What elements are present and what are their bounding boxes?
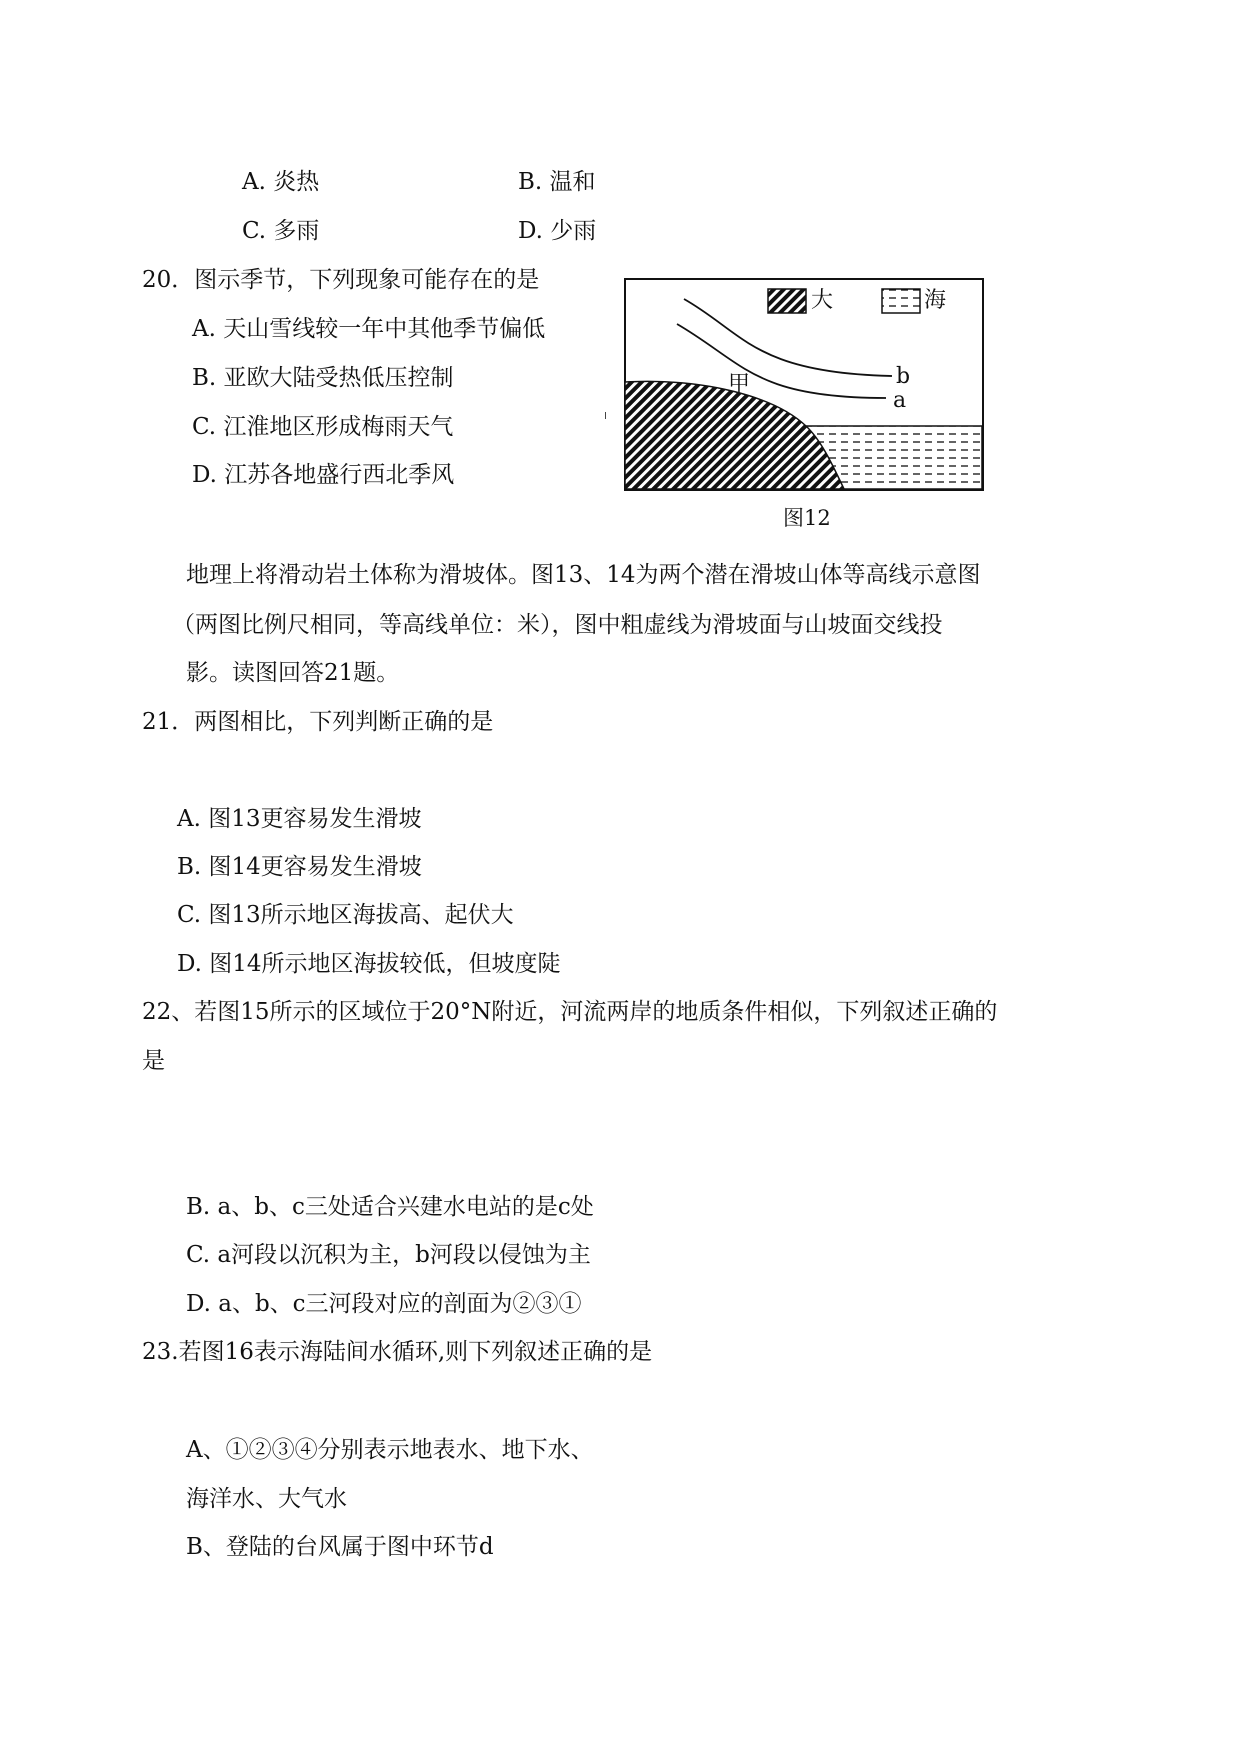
q20-stem: 20．图示季节，下列现象可能存在的是 [142,267,540,293]
intro-21-line1: 地理上将滑动岩土体称为滑坡体。图13、14为两个潜在滑坡山体等高线示意图 [186,562,981,588]
q19-option-b: B. 温和 [518,169,596,195]
q22-option-c: C. a河段以沉积为主，b河段以侵蚀为主 [186,1242,591,1268]
q21-option-d: D. 图14所示地区海拔较低，但坡度陡 [177,951,561,977]
figure-12 [624,278,984,492]
stray-tick-mark [605,412,606,419]
q23-stem: 23.若图16表示海陆间水循环,则下列叙述正确的是 [142,1339,653,1365]
q20-option-c: C. 江淮地区形成梅雨天气 [192,414,454,440]
legend-sea-swatch [882,289,920,313]
q20-option-b: B. 亚欧大陆受热低压控制 [192,365,454,391]
label-a: a [893,388,907,413]
legend-land-label: 大 [811,288,834,313]
q22-stem-line1: 22、若图15所示的区域位于20°N附近，河流两岸的地质条件相似，下列叙述正确的 [142,999,998,1025]
q19-option-a: A. 炎热 [242,169,320,195]
legend-land-swatch [768,289,806,313]
q21-stem: 21．两图相比，下列判断正确的是 [142,709,494,735]
label-b: b [896,364,911,389]
q22-option-d: D. a、b、c三河段对应的剖面为②③① [186,1291,582,1317]
q22-stem-line2: 是 [142,1048,165,1074]
q23-option-b: B、登陆的台风属于图中环节d [186,1534,494,1560]
q22-option-b: B. a、b、c三处适合兴建水电站的是c处 [186,1194,594,1220]
intro-21-line3: 影。读图回答21题。 [186,660,400,686]
q21-option-a: A. 图13更容易发生滑坡 [177,806,422,832]
q23-option-a-line2: 海洋水、大气水 [186,1486,347,1512]
q19-option-c: C. 多雨 [242,218,320,244]
q20-option-d: D. 江苏各地盛行西北季风 [192,462,455,488]
legend-sea-label: 海 [924,288,947,313]
label-jia: 甲 [728,372,751,397]
q21-option-b: B. 图14更容易发生滑坡 [177,854,422,880]
q20-option-a: A. 天山雪线较一年中其他季节偏低 [192,316,546,342]
q23-option-a-line1: A、①②③④分别表示地表水、地下水、 [186,1437,594,1463]
q21-option-c: C. 图13所示地区海拔高、起伏大 [177,902,514,928]
q19-option-d: D. 少雨 [518,218,597,244]
figure-12-caption: 图12 [783,506,831,530]
intro-21-line2: （两图比例尺相同，等高线单位：米），图中粗虚线为滑坡面与山坡面交线投 [172,612,943,638]
